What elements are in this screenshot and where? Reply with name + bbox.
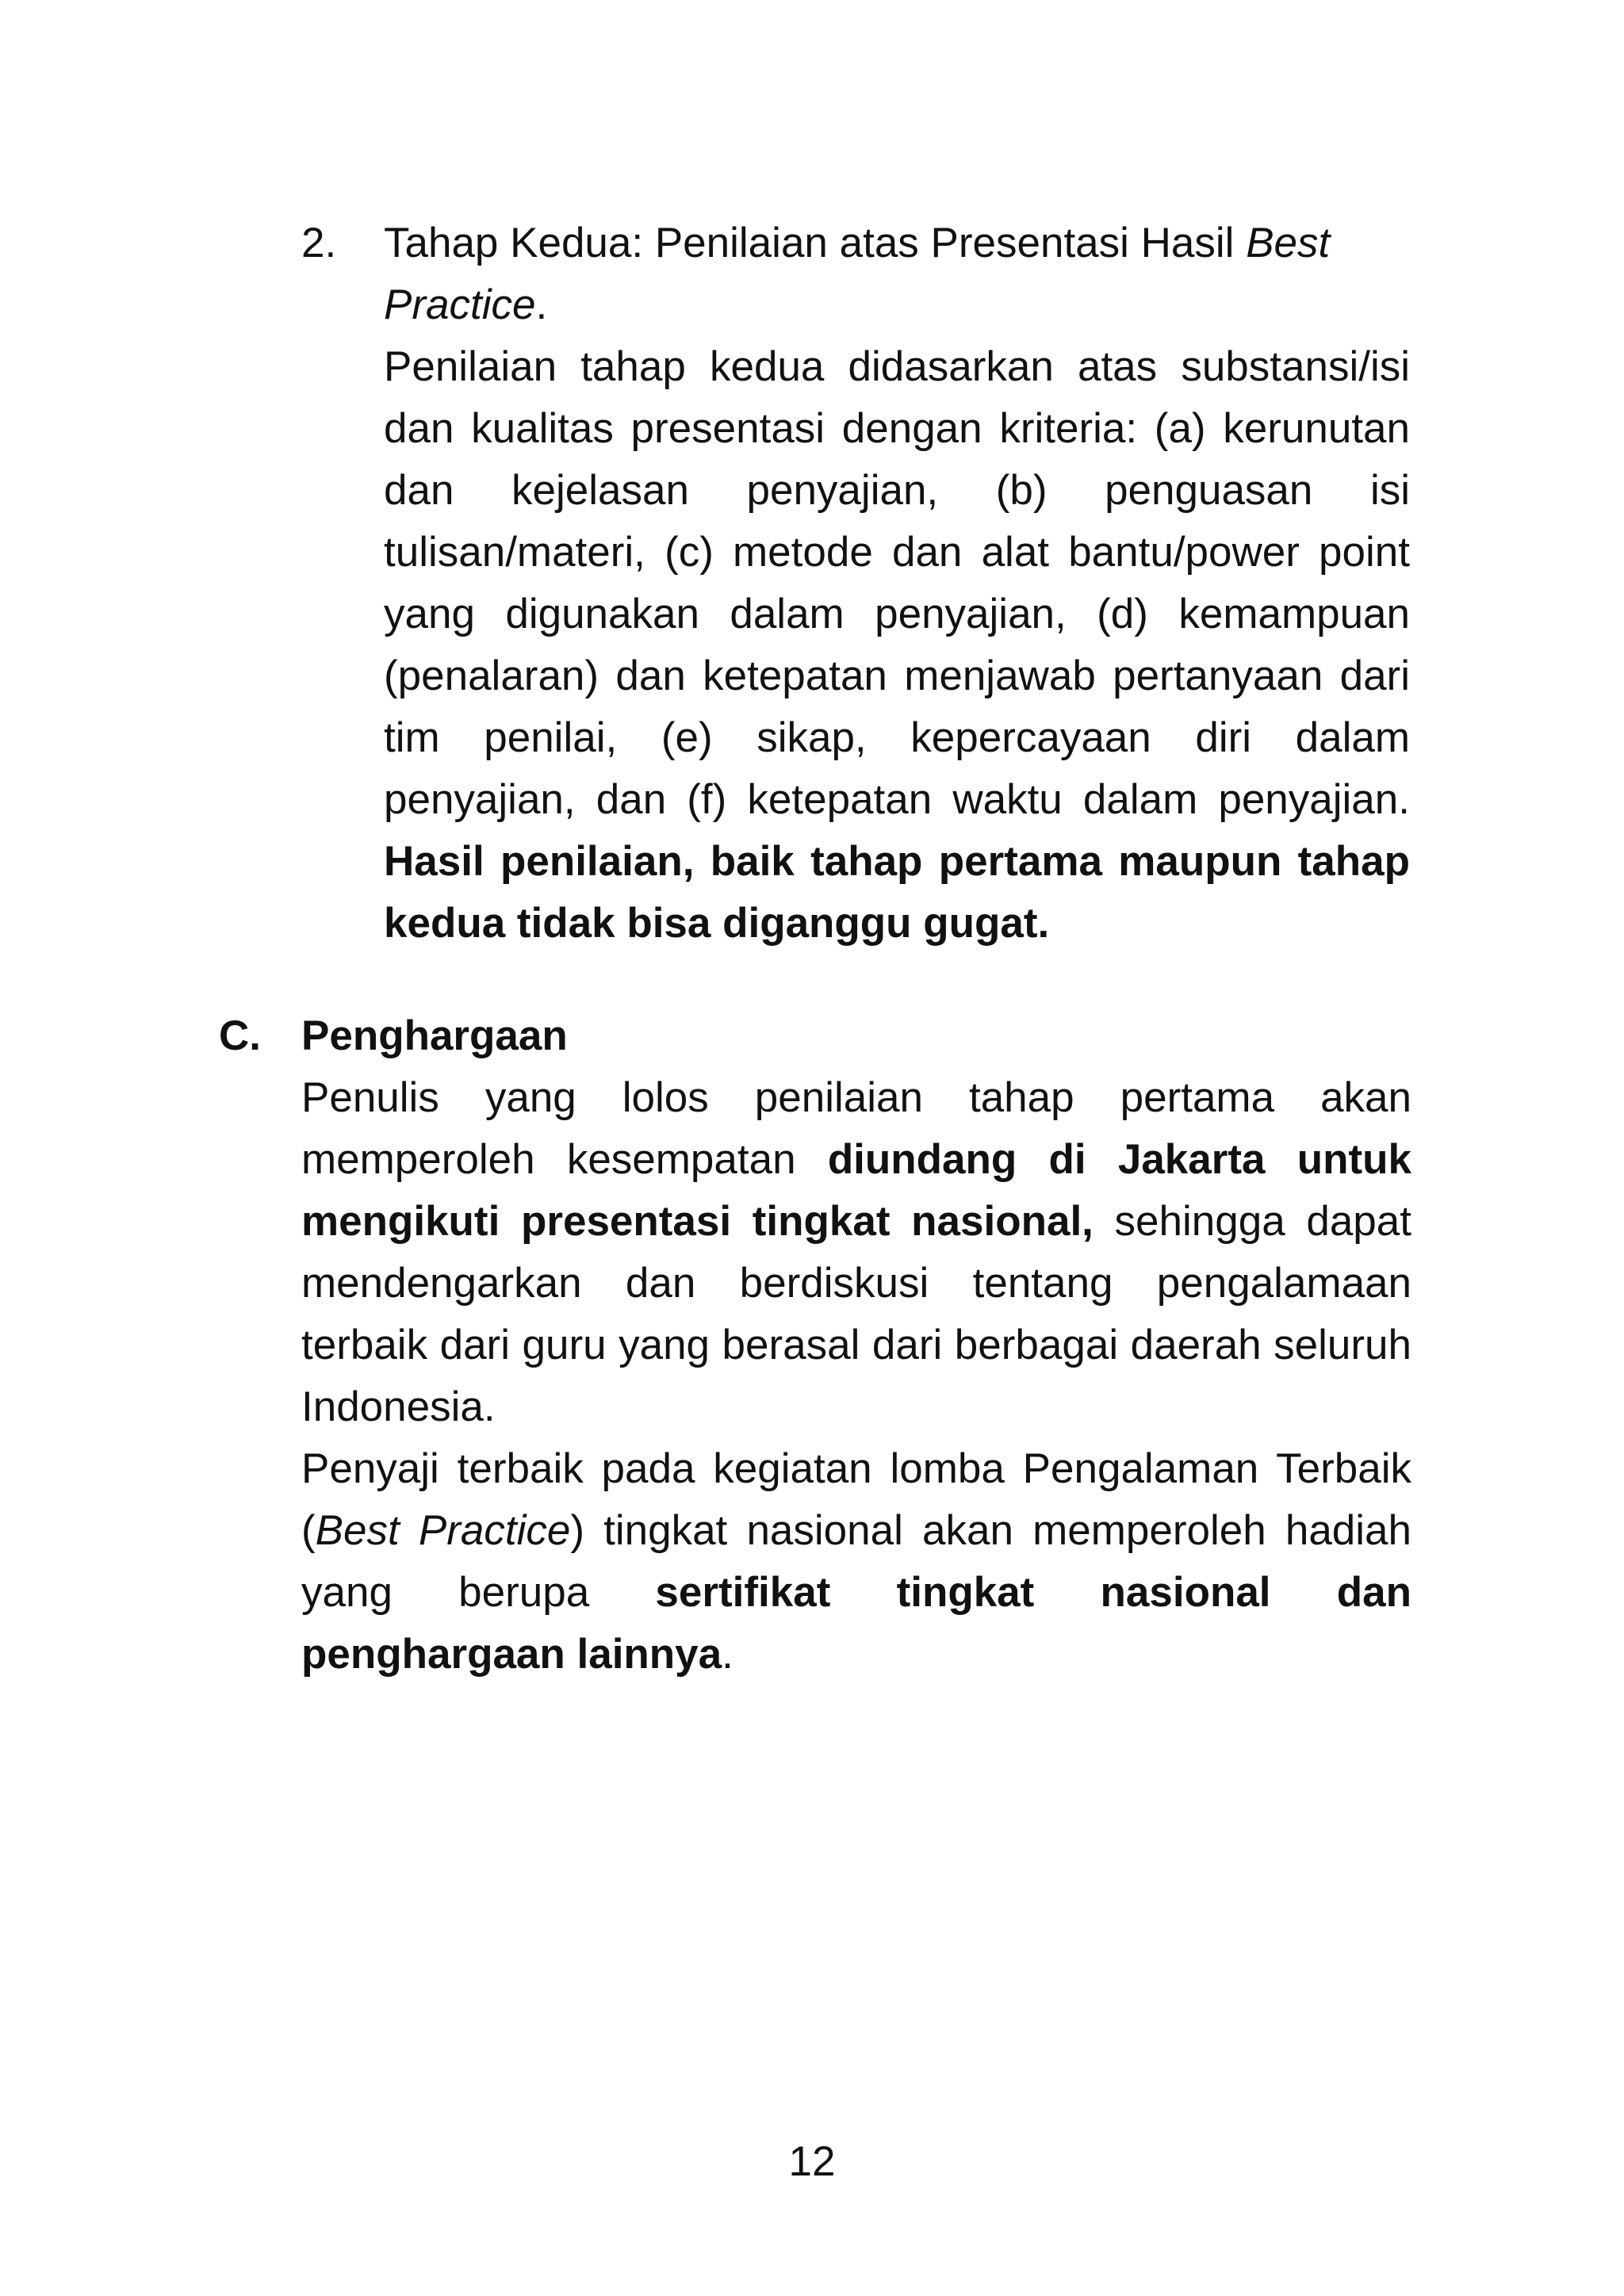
p2-italic: Best Practice <box>315 1507 571 1554</box>
p1-bold: diundang di Jakarta untuk mengikuti presentasi tingkat nasional, <box>301 1136 1411 1245</box>
p1-text-b: sehingga dapat mendengarkan dan berdiskusi tentang pengalamaan terbaik dari guru yang berasal dari berbagai daerah seluruh Indonesia. <box>301 1198 1411 1430</box>
list-item-body <box>384 212 1410 955</box>
p2-text-c: . <box>722 1631 733 1678</box>
list-item-title <box>384 212 1410 336</box>
section-title: Penghargaan <box>301 1012 568 1059</box>
criteria-text: Penilaian tahap kedua didasarkan atas substansi/isi dan kualitas presentasi dengan kriteria: (a) kerunutan dan kejelasan penyajian, (b) penguasan isi tulisan/materi, (c) metode dan alat bantu/power point yang digunakan dalam penyajian, (d) kemampuan (penalaran) dan ketepatan menjawab pertanyaan dari tim penilai, (e) sikap, kepercayaan diri dalam penyajian, dan (f) ketepatan waktu dalam penyajian. <box>384 343 1410 823</box>
criteria-paragraph <box>384 336 1410 955</box>
criteria-bold-note: Hasil penilaian, baik tahap pertama maupun tahap kedua tidak bisa diganggu gugat. <box>384 838 1410 947</box>
list-number: 2. <box>301 220 337 266</box>
section-paragraph-1 <box>301 1067 1411 1438</box>
title-italic: Best Practice <box>384 220 1331 328</box>
p2-text-a: Penyaji terbaik pada kegiatan lomba Pengalaman Terbaik ( <box>301 1445 1411 1554</box>
p2-text-b: ) tingkat nasional akan memperoleh hadiah yang berupa <box>301 1507 1411 1616</box>
section-body <box>301 1005 1411 1686</box>
p1-text-a: Penulis yang lolos penilaian tahap pertama akan memperoleh kesempatan <box>301 1074 1411 1183</box>
p2-bold: sertifikat tingkat nasional dan penghargaan lainnya <box>301 1569 1411 1678</box>
section-letter: C. <box>219 1012 261 1059</box>
title-text: Tahap Kedua: Penilaian atas Presentasi Hasil <box>384 220 1247 266</box>
page-number: 12 <box>788 2138 836 2185</box>
title-suffix: . <box>535 281 548 328</box>
section-paragraph-2 <box>301 1438 1411 1686</box>
